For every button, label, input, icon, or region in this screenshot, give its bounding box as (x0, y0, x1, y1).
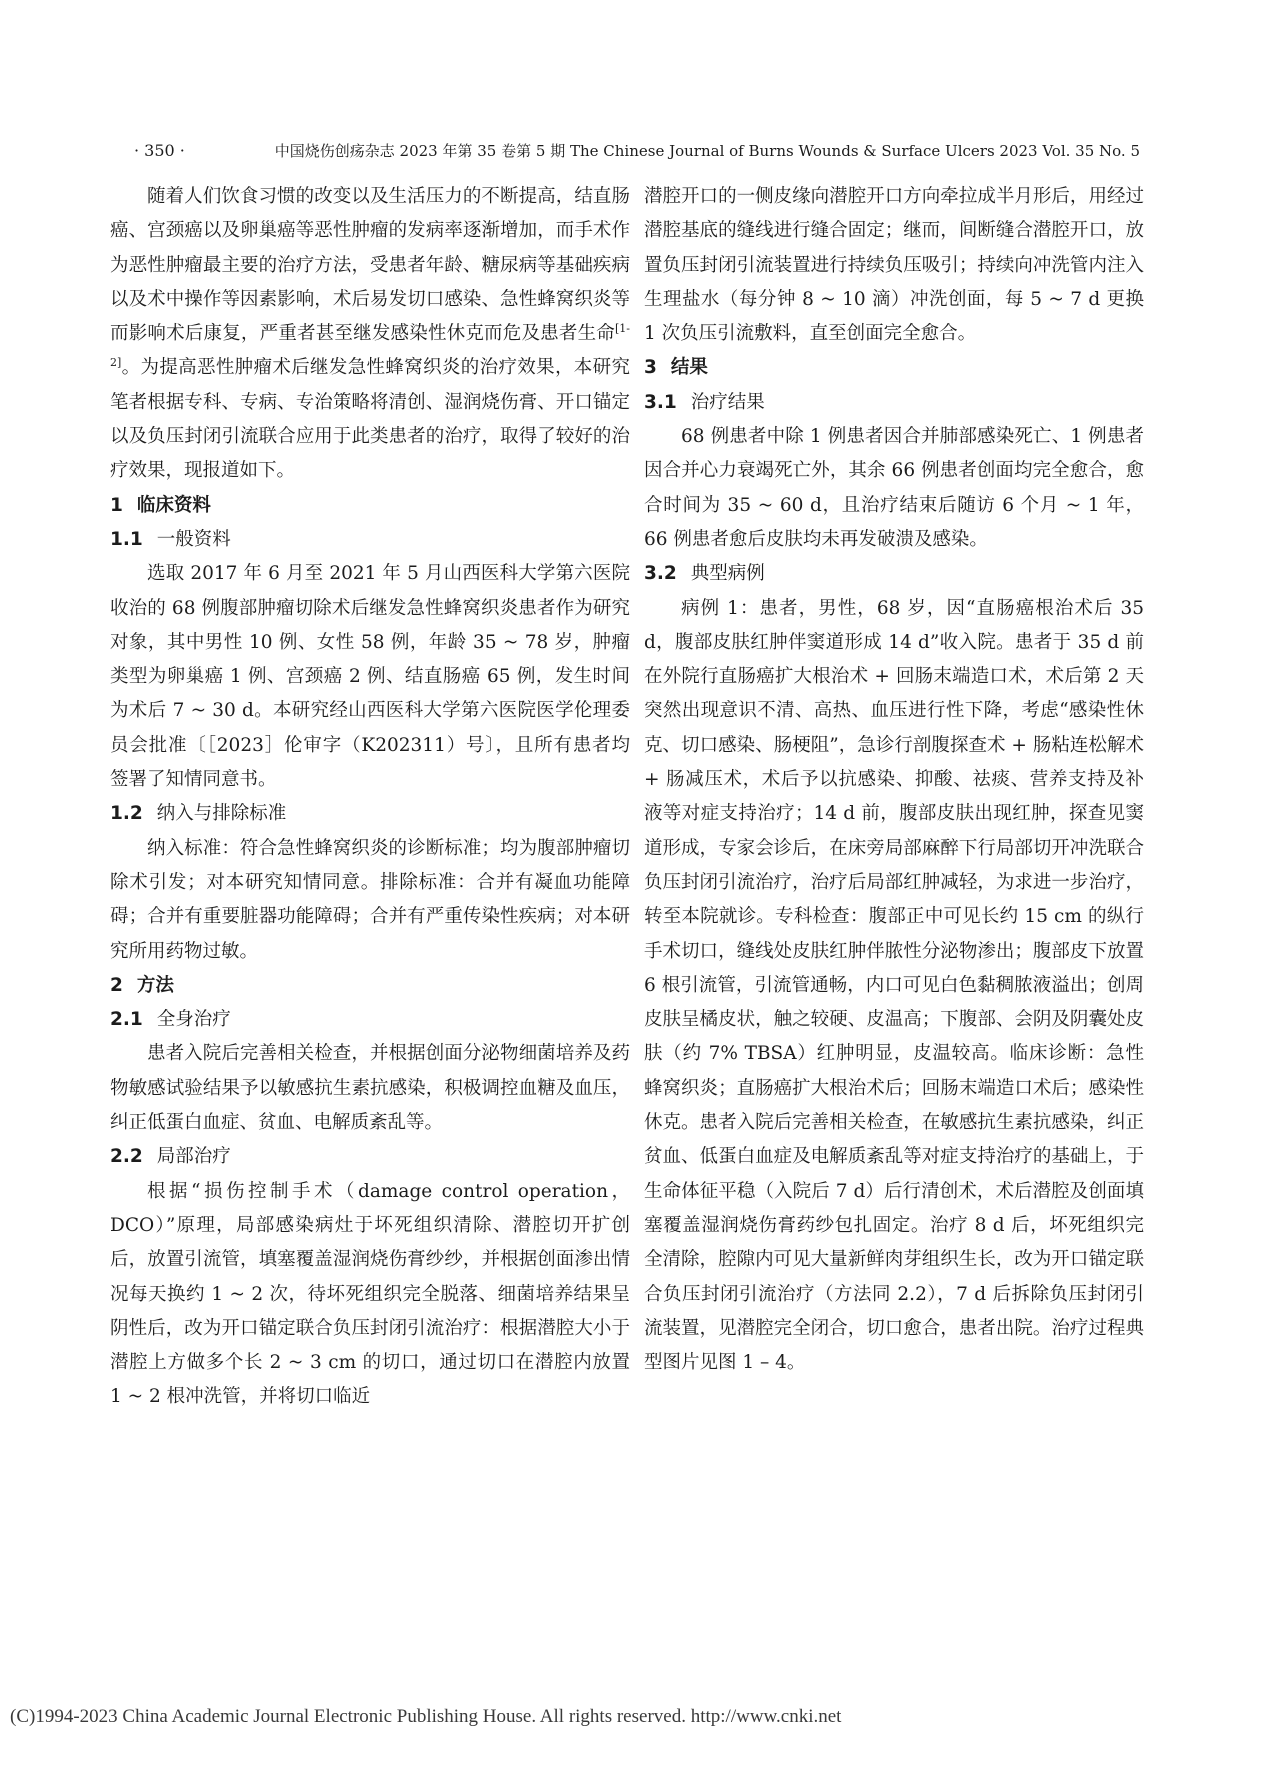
subsection-heading: 3.1 治疗结果 (644, 391, 765, 413)
section-heading: 2 方法 (110, 974, 174, 996)
section-heading: 1 临床资料 (110, 494, 211, 516)
paragraph: 根据“损伤控制手术（damage control operation，DCO）”原理，局部感染病灶于坏死组织清除、潜腔切开扩创后，放置引流管，填塞覆盖湿润烧伤膏纱纱，并根据创面渗出情况每天换约 1 ~ 2 次，待坏死组织完全脱落、细菌培养结果呈阴性后，改为开口锚定联合负压封闭引流治疗：根据潜腔大小于潜腔上方做多个长 2 ~ 3 cm 的切口，通过切口在潜腔内放置 1 ~ 2 根冲洗管，并将切口临近 (110, 1180, 630, 1408)
intro-paragraph: 随着人们饮食习惯的改变以及生活压力的不断提高，结直肠癌、宫颈癌以及卵巢癌等恶性肿瘤的发病率逐渐增加，而手术作为恶性肿瘤最主要的治疗方法，受患者年龄、糖尿病等基础疾病以及术中操作等因素影响，术后易发切口感染、急性蜂窝织炎等而影响术后康复，严重者甚至继发感染性休克而危及患者生命[1-2]。为提高恶性肿瘤术后继发急性蜂窝织炎的治疗效果，本研究笔者根据专科、专病、专治策略将清创、湿润烧伤膏、开口锚定以及负压封闭引流联合应用于此类患者的治疗，取得了较好的治疗效果，现报道如下。 (110, 186, 630, 482)
right-column (644, 180, 1144, 1380)
paragraph: 68 例患者中除 1 例患者因合并肺部感染死亡、1 例患者因合并心力衰竭死亡外，其余 66 例患者创面均完全愈合，愈合时间为 35 ~ 60 d，且治疗结束后随访 6 个月 ~ 1 年，66 例患者愈后皮肤均未再发破溃及感染。 (644, 426, 1144, 550)
running-header (134, 138, 1140, 164)
paragraph: 病例 1：患者，男性，68 岁，因“直肠癌根治术后 35 d，腹部皮肤红肿伴窦道形成 14 d”收入院。患者于 35 d 前在外院行直肠癌扩大根治术 + 回肠末端造口术，术后第 2 天突然出现意识不清、高热、血压进行性下降，考虑“感染性休克、切口感染、肠梗阻”，急诊行剖腹探查术 + 肠粘连松解术 + 肠减压术，术后予以抗感染、抑酸、祛痰、营养支持及补液等对症支持治疗；14 d 前，腹部皮肤出现红肿，探查见窦道形成，专家会诊后，在床旁局部麻醉下行局部切开冲洗联合负压封闭引流治疗，治疗后局部红肿减轻，为求进一步治疗，转至本院就诊。专科检查：腹部正中可见长约 15 cm 的纵行手术切口，缝线处皮肤红肿伴脓性分泌物渗出；腹部皮下放置 6 根引流管，引流管通畅，内口可见白色黏稠脓液溢出；创周皮肤呈橘皮状，触之较硬、皮温高；下腹部、会阴及阴囊处皮肤（约 7% TBSA）红肿明显，皮温较高。临床诊断：急性蜂窝织炎；直肠癌扩大根治术后；回肠末端造口术后；感染性休克。患者入院后完善相关检查，在敏感抗生素抗感染，纠正贫血、低蛋白血症及电解质紊乱等对症支持治疗的基础上，于生命体征平稳（入院后 7 d）后行清创术，术后潜腔及创面填塞覆盖湿润烧伤膏药纱包扎固定。治疗 8 d 后，坏死组织完全清除，腔隙内可见大量新鲜肉芽组织生长，改为开口锚定联合负压封闭引流治疗（方法同 2.2），7 d 后拆除负压封闭引流装置，见潜腔完全闭合，切口愈合，患者出院。治疗过程典型图片见图 1 – 4。 (644, 597, 1144, 1374)
section-heading: 3 结果 (644, 357, 708, 379)
subsection-heading: 2.1 全身治疗 (110, 1009, 231, 1031)
paragraph-continued: 潜腔开口的一侧皮缘向潜腔开口方向牵拉成半月形后，用经过潜腔基底的缝线进行缝合固定；继而，间断缝合潜腔开口，放置负压封闭引流装置进行持续负压吸引；持续向冲洗管内注入生理盐水（每分钟 8 ~ 10 滴）冲洗创面，每 5 ~ 7 d 更换 1 次负压引流敷料，直至创面完全愈合。 (644, 186, 1144, 345)
subsection-heading: 1.2 纳入与排除标准 (110, 803, 287, 825)
paragraph: 患者入院后完善相关检查，并根据创面分泌物细菌培养及药物敏感试验结果予以敏感抗生素抗感染，积极调控血糖及血压，纠正低蛋白血症、贫血、电解质紊乱等。 (110, 1043, 630, 1134)
copyright-footer: (C)1994-2023 China Academic Journal Electronic Publishing House. All rights reserved. http://www.cnki.net (10, 1706, 842, 1727)
citation: [1-2] (110, 322, 630, 370)
subsection-heading: 1.1 一般资料 (110, 528, 231, 550)
paragraph: 选取 2017 年 6 月至 2021 年 5 月山西医科大学第六医院收治的 68 例腹部肿瘤切除术后继发急性蜂窝织炎患者作为研究对象，其中男性 10 例、女性 58 例，年龄 35 ~ 78 岁，肿瘤类型为卵巢癌 1 例、宫颈癌 2 例、结直肠癌 65 例，发生时间为术后 7 ~ 30 d。本研究经山西医科大学第六医院医学伦理委员会批准〔［2023］伦审字（K202311）号〕，且所有患者均签署了知情同意书。 (110, 563, 630, 791)
left-column (110, 180, 630, 1415)
page-number: · 350 · (134, 141, 185, 160)
subsection-heading: 3.2 典型病例 (644, 563, 765, 585)
journal-title: 中国烧伤创疡杂志 2023 年第 35 卷第 5 期 The Chinese Journal of Burns Wounds & Surface Ulcers 2023 Vol. 35 No. 5 (274, 142, 1140, 160)
subsection-heading: 2.2 局部治疗 (110, 1146, 231, 1168)
paragraph: 纳入标准：符合急性蜂窝织炎的诊断标准；均为腹部肿瘤切除术引发；对本研究知情同意。排除标准：合并有凝血功能障碍；合并有重要脏器功能障碍；合并有严重传染性疾病；对本研究所用药物过敏。 (110, 837, 630, 962)
